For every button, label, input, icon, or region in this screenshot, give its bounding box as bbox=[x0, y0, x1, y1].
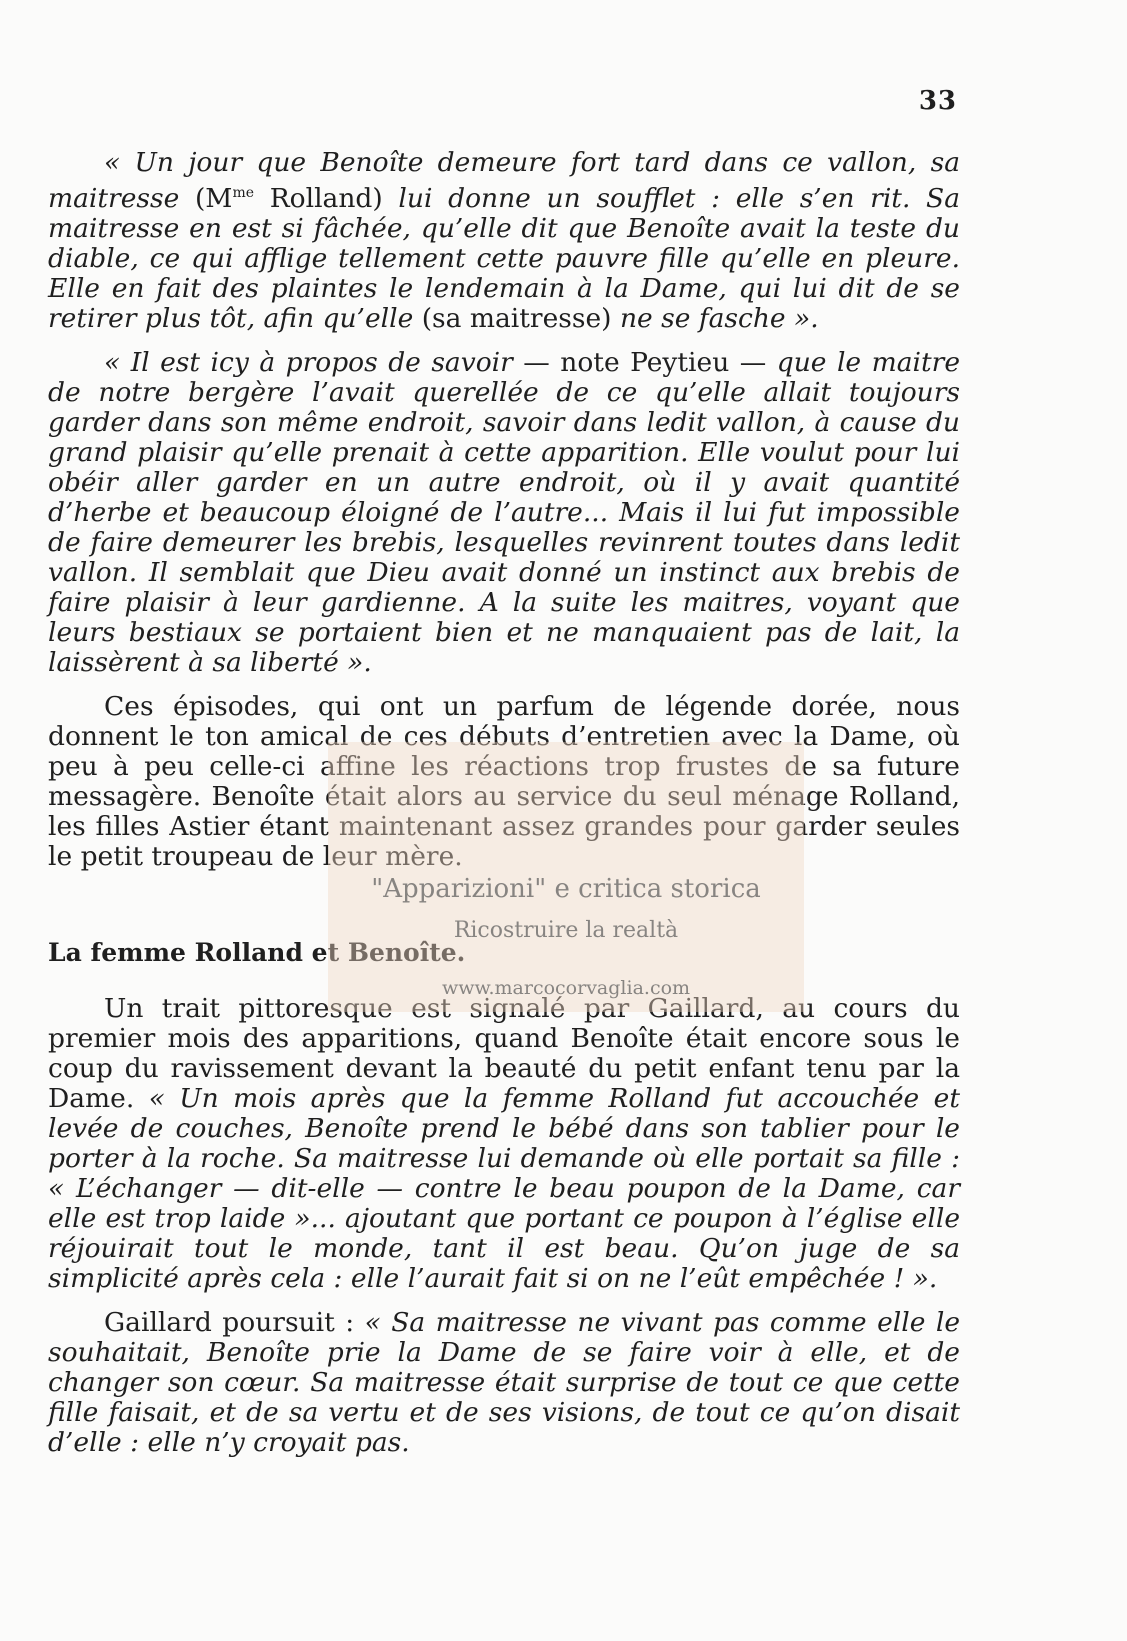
paragraph-gaillard-poursuit bbox=[48, 1308, 960, 1458]
text-section-2 bbox=[48, 994, 960, 1458]
roman-text: (M bbox=[194, 182, 233, 214]
roman-text: (sa maitresse) bbox=[421, 302, 612, 334]
superscript-text: me bbox=[232, 185, 255, 201]
quote-text: « Sa maitresse ne vivant pas comme elle le souhaitait, Benoîte prie la Dame de se faire voir à elle, et de changer son cœur. Sa maitresse était surprise de tout ce que cette fille faisait, et de sa vertu et de ses visions, de tout ce qu’on disait d’elle : elle n’y croyait pas. bbox=[48, 1307, 961, 1458]
quote-text: ne se fasche ». bbox=[611, 302, 819, 334]
paragraph-episodes: Ces épisodes, qui ont un parfum de légende dorée, nous donnent le ton amical de ces débuts d’entretien avec la Dame, où peu à peu celle-ci affine les réactions trop frustes de sa future messagère. Benoîte était alors au service du seul ménage Rolland, les filles Astier étant maintenant assez grandes pour garder seules le petit troupeau de leur mère. bbox=[48, 690, 960, 872]
page-number: 33 bbox=[918, 86, 957, 116]
paragraph-peytieu-quote bbox=[48, 348, 960, 678]
roman-text: Rolland) bbox=[254, 182, 383, 214]
watermark-overlay bbox=[328, 742, 804, 1012]
roman-text: — note Peytieu — bbox=[523, 346, 767, 378]
paragraph-gaillard-trait bbox=[48, 994, 960, 1294]
section-heading: La femme Rolland et Benoîte. bbox=[48, 938, 466, 967]
quote-text: que le maitre de notre bergère l’avait querellée de ce qu’elle allait toujours garder dans son même endroit, savoir dans ledit vallon, à cause du grand plaisir qu’elle prenait à cette apparition. Elle voulut pour lui obéir aller garder en un autre endroit, où il y avait quantité d’herbe et beaucoup éloigné de l’autre... Mais il lui fut impossible de faire demeurer les brebis, lesquelles revinrent toutes dans ledit vallon. Il semblait que Dieu avait donné un instinct aux brebis de faire plaisir à leur gardienne. A la suite les maitres, voyant que leurs bestiaux se portaient bien et ne manquaient pas de lait, la laissèrent à sa liberté ». bbox=[48, 346, 960, 678]
roman-text: Gaillard poursuit : bbox=[104, 1307, 365, 1338]
watermark-title: "Apparizioni" e critica storica bbox=[371, 874, 761, 904]
watermark-subtitle: Ricostruire la realtà bbox=[453, 918, 679, 943]
watermark-url: www.marcocorvaglia.com bbox=[441, 977, 691, 999]
quote-text: « Un jour que Benoîte demeure fort tard dans ce vallon, sa maitresse bbox=[48, 147, 960, 214]
quote-text: « Il est icy à propos de savoir bbox=[104, 346, 524, 378]
roman-text: Un trait pittoresque est signalé par Gaillard, au cours du premier mois des apparitions, quand Benoîte était encore sous le coup du ravissement devant la beauté du petit enfant tenu par la Dame. bbox=[48, 993, 960, 1114]
paragraph-benoite-soufflet bbox=[48, 148, 960, 334]
quote-text: « Un mois après que la femme Rolland fut accouchée et levée de couches, Benoîte prend le bébé dans son tablier pour le porter à la roche. Sa maitresse lui demande où elle portait sa fille : « L’échanger — dit-elle — contre le beau poupon de la Dame, car elle est trop laide »... ajoutant que portant ce poupon à l’église elle réjouirait tout le monde, tant il est beau. Qu’on juge de sa simplicité après cela : elle l’aurait fait si on ne l’eût empêchée ! ». bbox=[48, 1083, 960, 1294]
quote-text: lui donne un soufflet : elle s’en rit. Sa maitresse en est si fâchée, qu’elle dit que Benoîte avait la teste du diable, ce qui afflige tellement cette pauvre fille qu’elle en pleure. Elle en fait des plaintes le lendemain à la Dame, qui lui dit de se retirer plus tôt, afin qu’elle bbox=[48, 182, 960, 334]
